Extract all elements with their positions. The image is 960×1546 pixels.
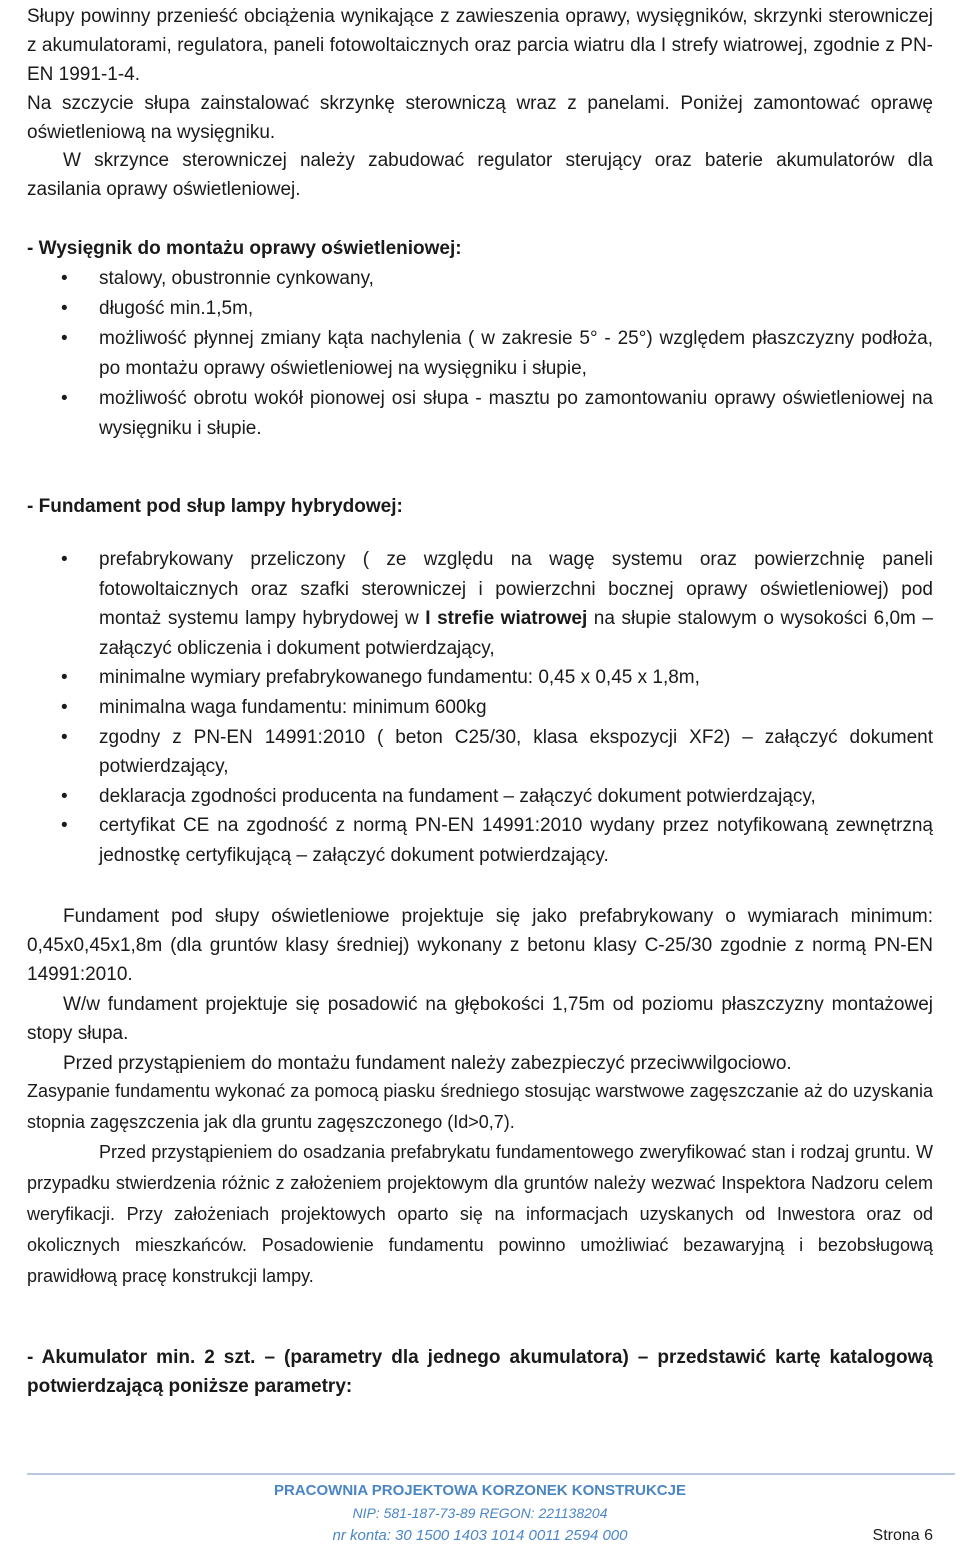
wysiegnik-heading: - Wysięgnik do montażu oprawy oświetleniowej: xyxy=(27,238,462,259)
footer-account: nr konta: 30 1500 1403 1014 0011 2594 000 xyxy=(332,1527,628,1544)
list-item: • możliwość obrotu wokół pionowej osi słupa - masztu po zamontowaniu oprawy oświetleniowej na wysięgniku i słupie. xyxy=(27,384,933,444)
footer-divider xyxy=(27,1473,955,1475)
fundament-paragraph-3: Przed przystąpieniem do montażu fundament należy zabezpieczyć przeciwwilgociowo. xyxy=(63,1053,792,1074)
intro-paragraph-2: Na szczycie słupa zainstalować skrzynkę sterowniczą wraz z panelami. Poniżej zamontować oprawę oświetleniową na wysięgniku. xyxy=(27,93,933,143)
fundament-list xyxy=(27,545,933,871)
fundament-paragraph-1: Fundament pod słupy oświetleniowe projektuje się jako prefabrykowany o wymiarach minimum: 0,45x0,45x1,8m (dla gruntów klasy średniej) wykonany z betonu klasy C-25/30 zgodnie z normą PN-EN 14991:2010. xyxy=(27,906,933,985)
list-item: • stalowy, obustronnie cynkowany, xyxy=(27,264,933,294)
page-number: Strona 6 xyxy=(872,1527,933,1544)
bullet-icon: • xyxy=(61,268,68,289)
bullet-icon: • xyxy=(61,667,68,689)
list-item: • certyfikat CE na zgodność z normą PN-EN 14991:2010 wydany przez notyfikowaną zewnętrzną jednostkę certyfikującą – załączyć dokument potwierdzający. xyxy=(27,811,933,870)
list-item: • zgodny z PN-EN 14991:2010 ( beton C25/30, klasa ekspozycji XF2) – załączyć dokument potwierdzający, xyxy=(27,723,933,782)
list-item: • minimalne wymiary prefabrykowanego fundamentu: 0,45 x 0,45 x 1,8m, xyxy=(27,663,933,693)
list-item: • prefabrykowany przeliczony ( ze względu na wagę systemu oraz powierzchnię paneli fotowoltaicznych oraz szafki sterowniczej i powierzchni bocznej oprawy oświetleniowej) pod montaż systemu lampy hybrydowej w I strefie wiatrowej na słupie stalowym o wysokości 6,0m – załączyć obliczenia i dokument potwierdzający, xyxy=(27,545,933,663)
fundament-heading: - Fundament pod słup lampy hybrydowej: xyxy=(27,496,403,517)
bullet-icon: • xyxy=(61,328,68,349)
footer-company: PRACOWNIA PROJEKTOWA KORZONEK KONSTRUKCJE xyxy=(274,1482,686,1499)
intro-paragraph-3: W skrzynce sterowniczej należy zabudować regulator sterujący oraz baterie akumulatorów dla zasilania oprawy oświetleniowej. xyxy=(27,150,933,200)
bullet-icon: • xyxy=(61,726,68,748)
fundament-paragraph-4: Zasypanie fundamentu wykonać za pomocą piasku średniego stosując warstwowe zagęszczanie aż do uzyskania stopnia zagęszczenia jak dla gruntu zagęszczonego (Id>0,7). xyxy=(27,1081,933,1132)
akumulator-heading: - Akumulator min. 2 szt. – (parametry dla jednego akumulatora) – przedstawić kartę katalogową potwierdzającą poniższe parametry: xyxy=(27,1347,933,1397)
bullet-icon: • xyxy=(61,298,68,319)
list-item: • długość min.1,5m, xyxy=(27,294,933,324)
bullet-icon: • xyxy=(61,815,68,837)
list-item: • deklaracja zgodności producenta na fundament – załączyć dokument potwierdzający, xyxy=(27,782,933,812)
intro-paragraph-1: Słupy powinny przenieść obciążenia wynikające z zawieszenia oprawy, wysięgników, skrzynki sterowniczej z akumulatorami, regulatora, paneli fotowoltaicznych oraz parcia wiatru dla I strefy wiatrowej, zgodnie z PN-EN 1991-1-4. xyxy=(27,6,933,85)
list-item: • możliwość płynnej zmiany kąta nachylenia ( w zakresie 5° - 25°) względem płaszczyzny podłoża, po montażu oprawy oświetleniowej na wysięgniku i słupie, xyxy=(27,324,933,384)
bullet-icon: • xyxy=(61,549,68,570)
footer-ids: NIP: 581-187-73-89 REGON: 221138204 xyxy=(352,1505,608,1521)
bullet-icon: • xyxy=(61,785,68,807)
bullet-icon: • xyxy=(61,388,68,409)
fundament-paragraph-2: W/w fundament projektuje się posadowić na głębokości 1,75m od poziomu płaszczyzny montażowej stopy słupa. xyxy=(27,994,933,1044)
fundament-paragraph-5: Przed przystąpieniem do osadzania prefabrykatu fundamentowego zweryfikować stan i rodzaj gruntu. W przypadku stwierdzenia różnic z założeniem projektowym dla gruntów należy wezwać Inspektora Nadzoru celem weryfikacji. Przy założeniach projektowych oparto się na informacjach uzyskanych od Inwestora oraz od okolicznych mieszkańców. Posadowienie fundamentu powinno umożliwiać bezawaryjną i bezobsługową prawidłową pracę konstrukcji lampy. xyxy=(27,1142,933,1286)
bullet-icon: • xyxy=(61,696,68,718)
list-item: • minimalna waga fundamentu: minimum 600kg xyxy=(27,693,933,723)
wysiegnik-list xyxy=(27,264,933,444)
